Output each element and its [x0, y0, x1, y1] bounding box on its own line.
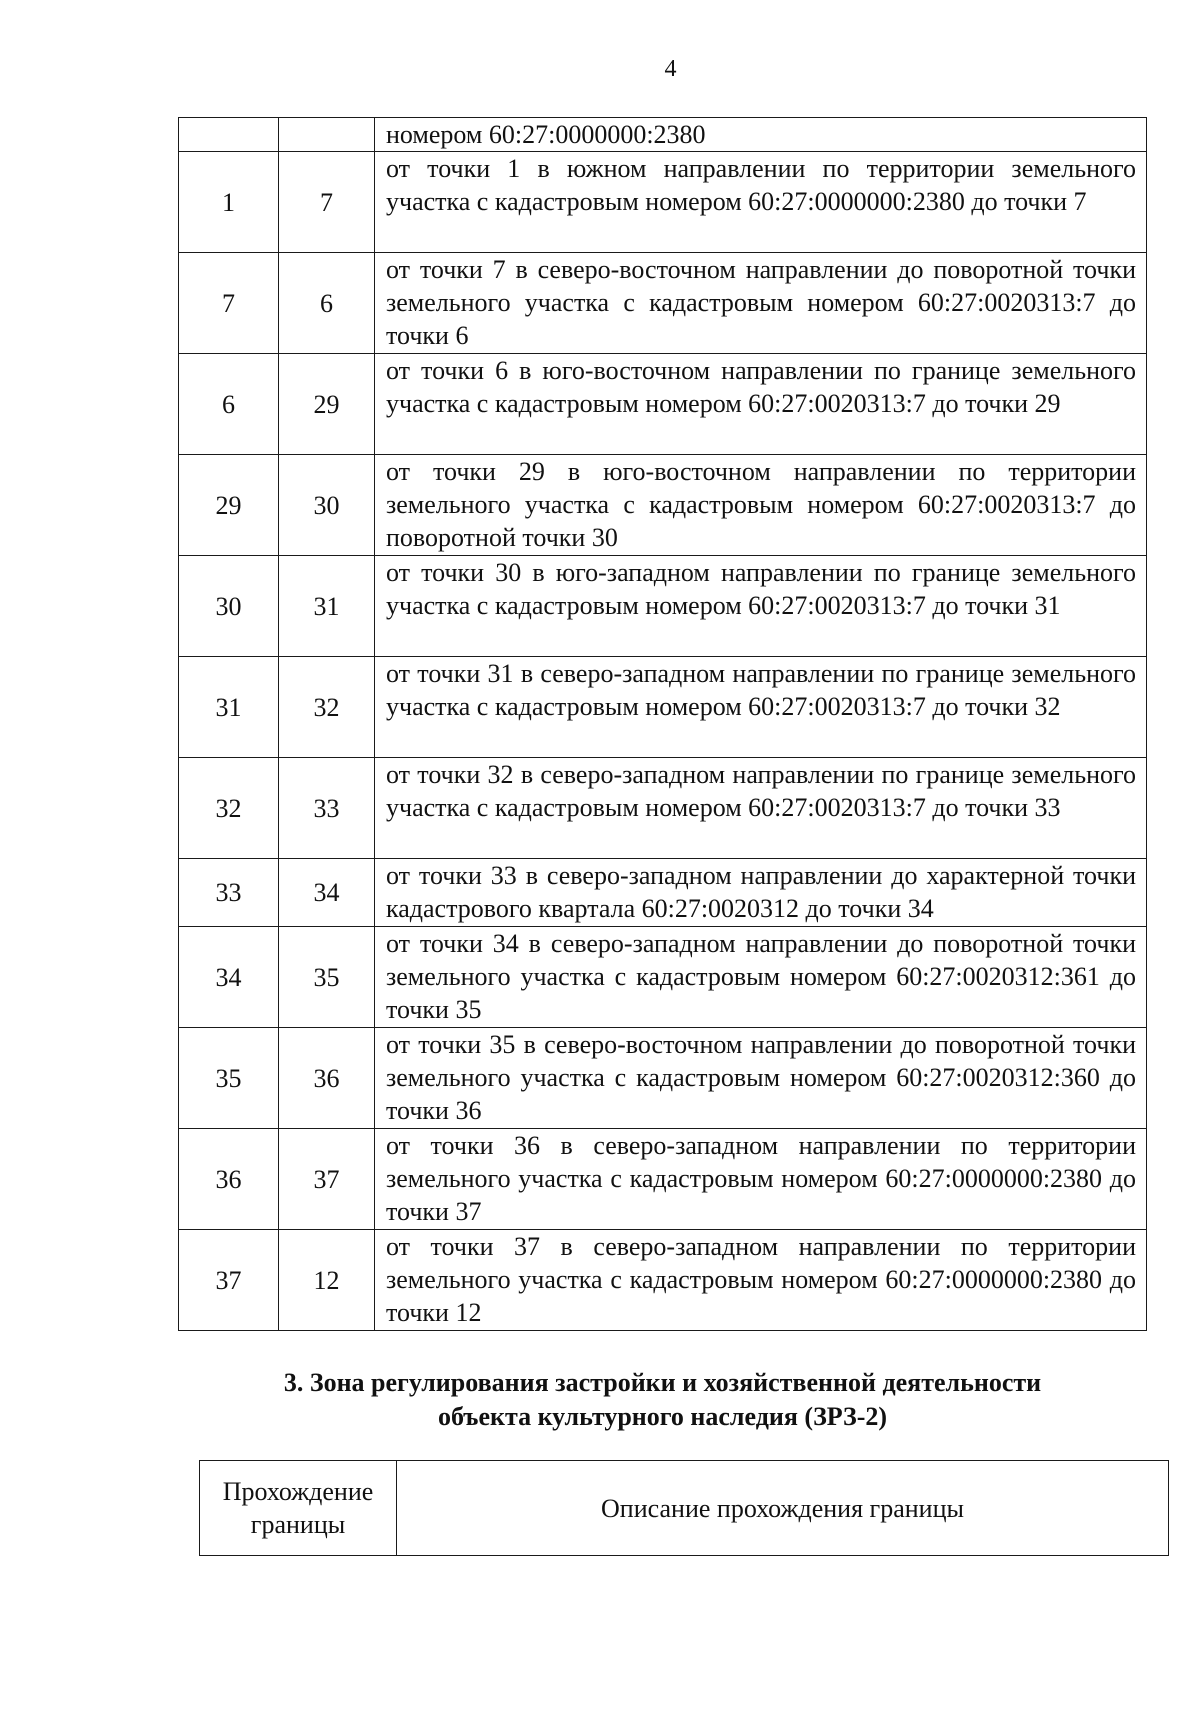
table-header-row: [200, 1461, 1169, 1556]
point-to: 30: [279, 455, 375, 556]
point-to: 31: [279, 556, 375, 657]
boundary-description: от точки 1 в южном направлении по территории земельного участка с кадастровым номером 60:27:0000000:2380 до точки 7: [375, 152, 1147, 253]
point-to: 37: [279, 1129, 375, 1230]
table-row: [179, 927, 1147, 1028]
point-to: 35: [279, 927, 375, 1028]
point-from: 32: [179, 758, 279, 859]
point-to: 36: [279, 1028, 375, 1129]
point-from: 36: [179, 1129, 279, 1230]
table-row: [179, 1028, 1147, 1129]
boundary-description: от точки 7 в северо-восточном направлении до поворотной точки земельного участка с кадастровым номером 60:27:0020313:7 до точки 6: [375, 253, 1147, 354]
boundary-description: от точки 33 в северо-западном направлении до характерной точки кадастрового квартала 60:27:0020312 до точки 34: [375, 859, 1147, 927]
point-to: 12: [279, 1230, 375, 1331]
header-boundary-description: Описание прохождения границы: [397, 1461, 1169, 1556]
point-to: 29: [279, 354, 375, 455]
section-title-line-2: объекта культурного наследия (ЗРЗ-2): [437, 1402, 888, 1431]
zrz2-table: [199, 1460, 1169, 1556]
boundary-description: от точки 6 в юго-восточном направлении по границе земельного участка с кадастровым номером 60:27:0020313:7 до точки 29: [375, 354, 1147, 455]
boundary-description: от точки 35 в северо-восточном направлении до поворотной точки земельного участка с кадастровым номером 60:27:0020312:360 до точки 36: [375, 1028, 1147, 1129]
boundary-description: от точки 29 в юго-восточном направлении по территории земельного участка с кадастровым номером 60:27:0020313:7 до поворотной точки 30: [375, 455, 1147, 556]
point-from: 31: [179, 657, 279, 758]
point-to: 6: [279, 253, 375, 354]
table-row: [179, 556, 1147, 657]
table-row: [179, 354, 1147, 455]
point-to: 7: [279, 152, 375, 253]
point-from: [179, 118, 279, 152]
table-row: [179, 253, 1147, 354]
boundary-table: [178, 117, 1147, 1331]
table-row: [179, 859, 1147, 927]
boundary-description: номером 60:27:0000000:2380: [375, 118, 1147, 152]
point-from: 6: [179, 354, 279, 455]
page-number: 4: [664, 56, 677, 82]
point-from: 37: [179, 1230, 279, 1331]
boundary-description: от точки 31 в северо-западном направлении по границе земельного участка с кадастровым номером 60:27:0020313:7 до точки 32: [375, 657, 1147, 758]
point-from: 30: [179, 556, 279, 657]
boundary-description: от точки 34 в северо-западном направлении до поворотной точки земельного участка с кадастровым номером 60:27:0020312:361 до точки 35: [375, 927, 1147, 1028]
point-from: 34: [179, 927, 279, 1028]
table-row: [179, 1230, 1147, 1331]
point-to: [279, 118, 375, 152]
boundary-description: от точки 32 в северо-западном направлении по границе земельного участка с кадастровым номером 60:27:0020313:7 до точки 33: [375, 758, 1147, 859]
point-from: 29: [179, 455, 279, 556]
point-to: 32: [279, 657, 375, 758]
point-from: 33: [179, 859, 279, 927]
table-row: [179, 118, 1147, 152]
header-boundary-passage: Прохождение границы: [200, 1461, 397, 1556]
point-from: 1: [179, 152, 279, 253]
point-from: 35: [179, 1028, 279, 1129]
point-from: 7: [179, 253, 279, 354]
section-heading: [178, 1366, 1147, 1434]
boundary-description: от точки 30 в юго-западном направлении по границе земельного участка с кадастровым номером 60:27:0020313:7 до точки 31: [375, 556, 1147, 657]
boundary-description: от точки 36 в северо-западном направлении по территории земельного участка с кадастровым номером 60:27:0000000:2380 до точки 37: [375, 1129, 1147, 1230]
table-row: [179, 455, 1147, 556]
section-title-line-1: 3. Зона регулирования застройки и хозяйственной деятельности: [283, 1368, 1042, 1397]
table-row: [179, 657, 1147, 758]
table-row: [179, 758, 1147, 859]
point-to: 34: [279, 859, 375, 927]
point-to: 33: [279, 758, 375, 859]
table-row: [179, 1129, 1147, 1230]
boundary-description: от точки 37 в северо-западном направлении по территории земельного участка с кадастровым номером 60:27:0000000:2380 до точки 12: [375, 1230, 1147, 1331]
table-row: [179, 152, 1147, 253]
